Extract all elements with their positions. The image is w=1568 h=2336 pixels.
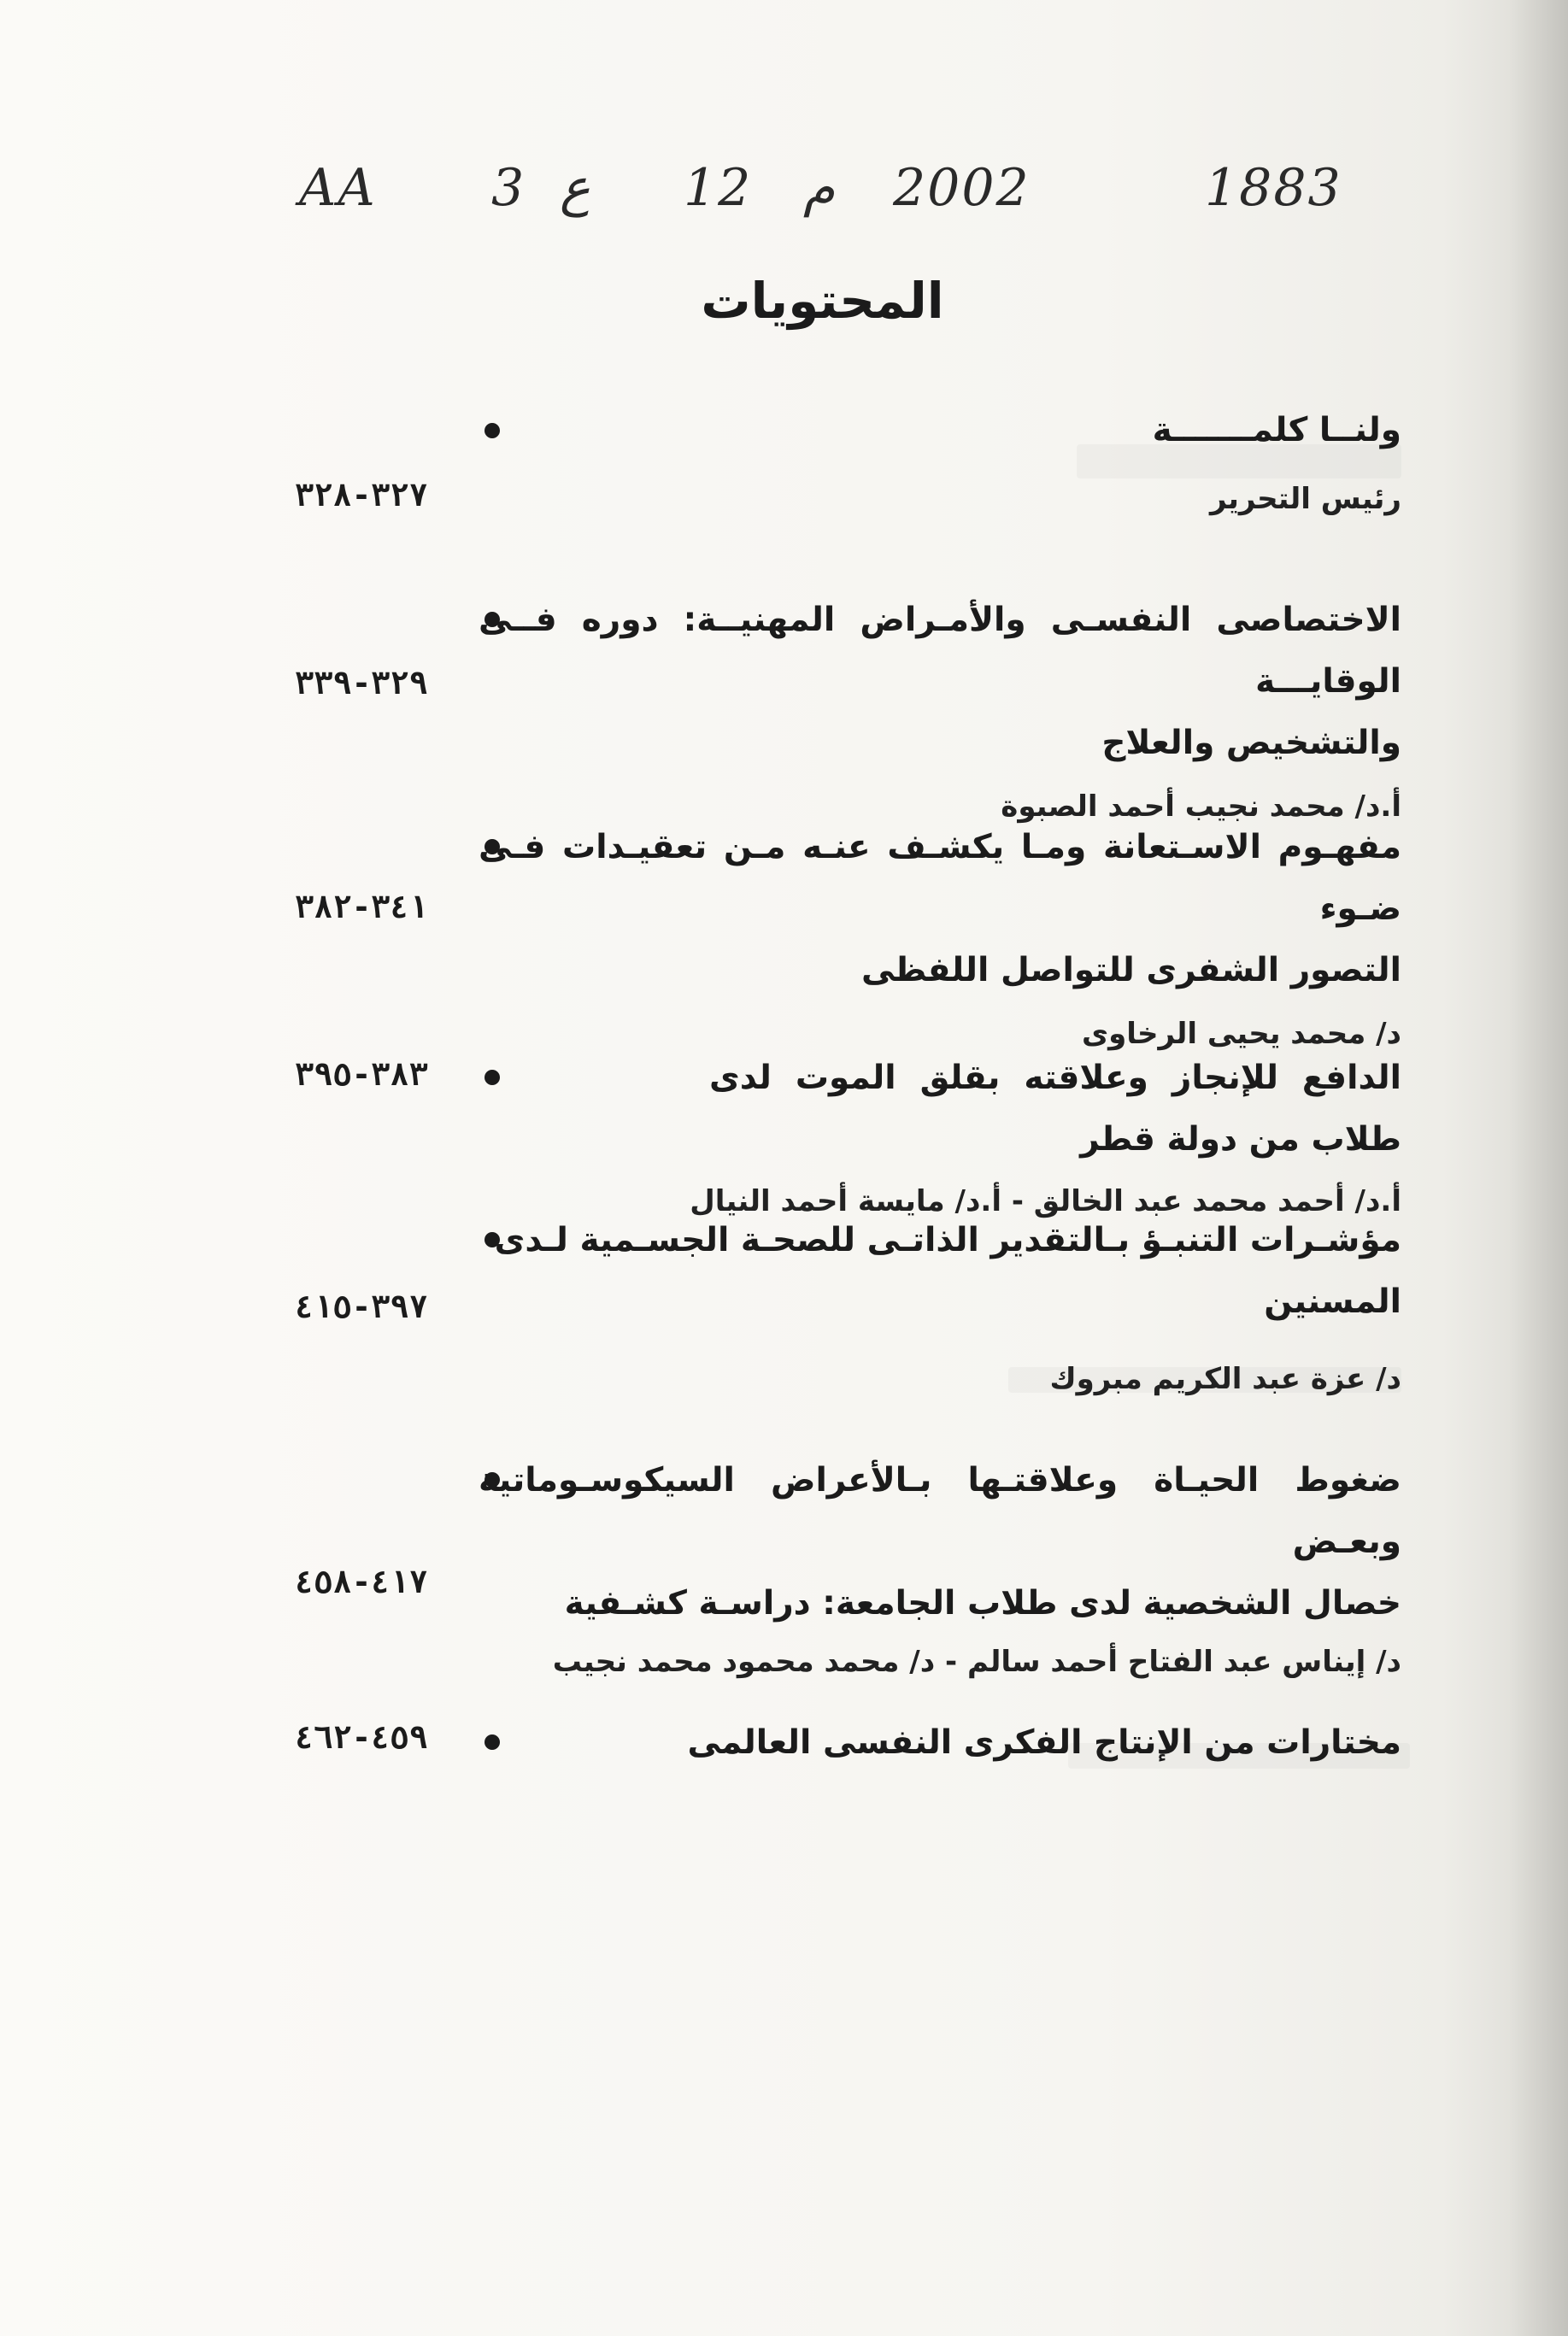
- entry-title-line: التصور الشفرى للتواصل اللفظى: [860, 951, 1401, 989]
- entry-title: ولنــا كلمـــــــة: [1152, 411, 1401, 449]
- entry-title-line: المسنين: [1264, 1282, 1401, 1321]
- toc-entry: [479, 1712, 1401, 1774]
- page-title: المحتويات: [701, 272, 944, 330]
- entry-author: د/ إيناس عبد الفتاح أحمد سالم - د/ محمد محمود محمد نجيب: [552, 1645, 1401, 1679]
- toc-entry: [479, 590, 1401, 837]
- handwritten-serial: 1883: [1205, 158, 1342, 218]
- entry-title: مختارات من الإنتاج الفكرى النفسى العالمى: [687, 1723, 1401, 1762]
- handwritten-code: AA: [299, 158, 377, 218]
- entry-pages: ٣٢٧-٣٢٨: [295, 477, 428, 514]
- handwritten-issue: ع: [560, 158, 590, 218]
- handwritten-month-label: م: [803, 158, 836, 218]
- entry-pages: ٣٤١-٣٨٢: [295, 889, 428, 925]
- toc-entry: [479, 1450, 1401, 1693]
- entry-author: د/ محمد يحيى الرخاوى: [1081, 1017, 1401, 1051]
- entry-title-line: الاختصاصى النفسـى والأمـراض المهنيــة: دوره فــى الوقايـــة: [479, 601, 1401, 701]
- entry-author: أ.د/ محمد نجيب أحمد الصبوة: [1001, 789, 1401, 824]
- entry-pages: ٣٨٣-٣٩٥: [295, 1056, 428, 1093]
- entry-author: د/ عزة عبد الكريم مبروك: [1049, 1362, 1401, 1396]
- entry-title-line: ضغوط الحيـاة وعلاقتـها بـالأعراض السيكوسـوماتية وبعـض: [479, 1461, 1401, 1561]
- entry-title-line: خصال الشخصية لدى طلاب الجامعة: دراسـة كشـفية: [564, 1584, 1401, 1623]
- entry-title: الدافع للإنجاز وعلاقته بقلق الموت لدى طلاب من دولة قطر: [709, 1059, 1401, 1159]
- toc-entry: [479, 1210, 1401, 1410]
- entry-pages: ٤٥٩-٤٦٢: [295, 1719, 428, 1756]
- handwritten-month: 12: [684, 158, 753, 218]
- entry-author: رئيس التحرير: [1210, 482, 1401, 516]
- handwritten-year: 2002: [893, 158, 1031, 218]
- entry-pages: ٣٩٧-٤١٥: [295, 1288, 428, 1325]
- toc-entry: [479, 817, 1401, 1065]
- entry-pages: ٣٢٩-٣٣٩: [295, 665, 428, 701]
- entry-title-line: والتشخيص والعلاج: [1101, 724, 1401, 762]
- handwritten-volume: 3: [491, 158, 526, 218]
- toc-entry: [479, 400, 1401, 530]
- toc-entry: [479, 1048, 1401, 1232]
- entry-title-line: مفهـوم الاسـتعانة ومـا يكشـف عنـه مـن تعقيـدات فـى ضـوء: [479, 828, 1401, 928]
- entry-pages: ٤١٧-٤٥٨: [295, 1564, 428, 1600]
- entry-title-line: مؤشـرات التنبـؤ بـالتقدير الذاتـى للصحـة الجسـمية لـدى: [494, 1221, 1401, 1259]
- entry-author: أ.د/ أحمد محمد عبد الخالق - أ.د/ مايسة أحمد النيال: [690, 1184, 1401, 1218]
- binding-shadow: [1508, 0, 1568, 2336]
